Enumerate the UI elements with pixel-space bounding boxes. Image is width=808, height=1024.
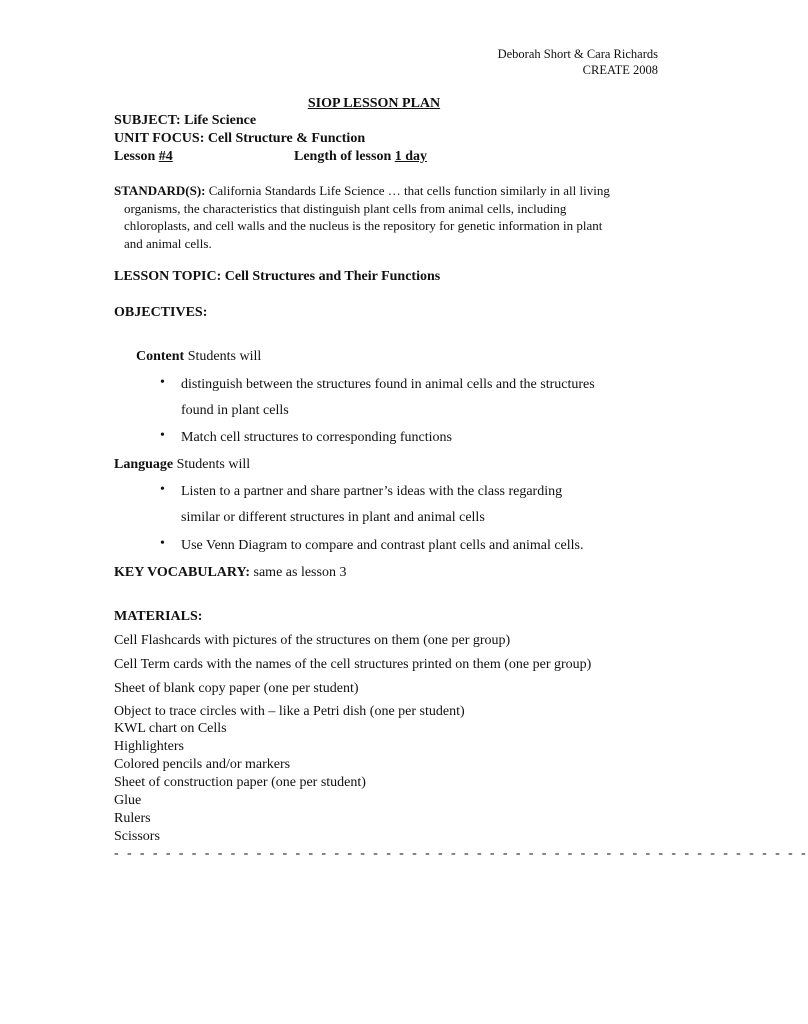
key-vocabulary-line [114, 564, 346, 581]
bullet-icon: • [160, 428, 165, 443]
document-title: SIOP LESSON PLAN [307, 96, 441, 111]
unit-focus-line [114, 130, 365, 147]
language-bullet-1-line-1: Listen to a partner and share partner’s ideas with the class regarding [181, 484, 563, 499]
key-vocabulary-value: same as lesson 3 [253, 565, 347, 580]
language-bullet-2: Use Venn Diagram to compare and contrast plant cells and animal cells. [181, 538, 584, 553]
bullet-icon: • [160, 536, 165, 551]
content-objective-intro [136, 348, 261, 365]
content-label: Content [136, 349, 185, 364]
bullet-icon: • [160, 375, 165, 390]
document-title-row [0, 94, 768, 112]
material-item: Sheet of construction paper (one per student) [114, 775, 366, 790]
material-item: Colored pencils and/or markers [114, 757, 291, 772]
material-item: Cell Flashcards with pictures of the structures on them (one per group) [114, 633, 511, 648]
standards-line-4: and animal cells. [124, 235, 212, 251]
material-item: KWL chart on Cells [114, 721, 227, 736]
length-line [294, 148, 427, 165]
material-item: Highlighters [114, 739, 184, 754]
language-text: Students will [176, 457, 251, 472]
length-value: 1 day [394, 149, 428, 164]
lesson-topic-label: LESSON TOPIC: [114, 269, 222, 284]
content-bullet-1-line-2: found in plant cells [181, 403, 289, 418]
language-bullet-1-line-2: similar or different structures in plant and animal cells [181, 510, 485, 525]
standards-line-2: organisms, the characteristics that distinguish plant cells from animal cells, including [124, 200, 567, 216]
materials-heading: MATERIALS: [114, 609, 203, 624]
header-org: CREATE 2008 [582, 63, 658, 77]
language-label: Language [114, 457, 174, 472]
material-item: Rulers [114, 811, 151, 826]
material-item: Scissors [114, 829, 160, 844]
dashed-separator: - - - - - - - - - - - - - - - - - - - - - - - - - - - - - - - - - - - - - - - - - - - - - - - - - - - - - - [114, 846, 808, 861]
standards-line-3: chloroplasts, and cell walls and the nucleus is the repository for genetic information in plant [124, 218, 603, 233]
material-item: Glue [114, 793, 142, 808]
content-bullet-1-line-1: distinguish between the structures found in animal cells and the structures [181, 377, 595, 392]
content-bullet-2: Match cell structures to corresponding functions [181, 430, 452, 445]
standards-label: STANDARD(S): [114, 183, 206, 198]
standards-block [114, 182, 634, 252]
length-label: Length of lesson [294, 149, 392, 164]
content-text: Students will [187, 349, 262, 364]
unit-value: Cell Structure & Function [207, 131, 366, 146]
material-item: Cell Term cards with the names of the cell structures printed on them (one per group) [114, 657, 592, 672]
subject-value: Life Science [184, 113, 257, 128]
lesson-topic-value: Cell Structures and Their Functions [224, 269, 441, 284]
unit-label: UNIT FOCUS: [114, 131, 205, 146]
subject-label: SUBJECT: [114, 113, 181, 128]
bullet-icon: • [160, 482, 165, 497]
subject-line [114, 112, 256, 129]
standards-line-1: California Standards Life Science … that cells function similarly in all living [208, 183, 610, 198]
lesson-value: #4 [158, 149, 173, 164]
header-authors: Deborah Short & Cara Richards [497, 47, 658, 61]
language-objective-intro [114, 456, 250, 473]
objectives-heading: OBJECTIVES: [114, 305, 208, 320]
key-vocabulary-label: KEY VOCABULARY: [114, 565, 251, 580]
material-item: Sheet of blank copy paper (one per student) [114, 681, 359, 696]
lesson-topic-line [114, 268, 440, 285]
lesson-line [114, 148, 173, 165]
material-item: Object to trace circles with – like a Petri dish (one per student) [114, 704, 465, 719]
lesson-label: Lesson [114, 149, 156, 164]
